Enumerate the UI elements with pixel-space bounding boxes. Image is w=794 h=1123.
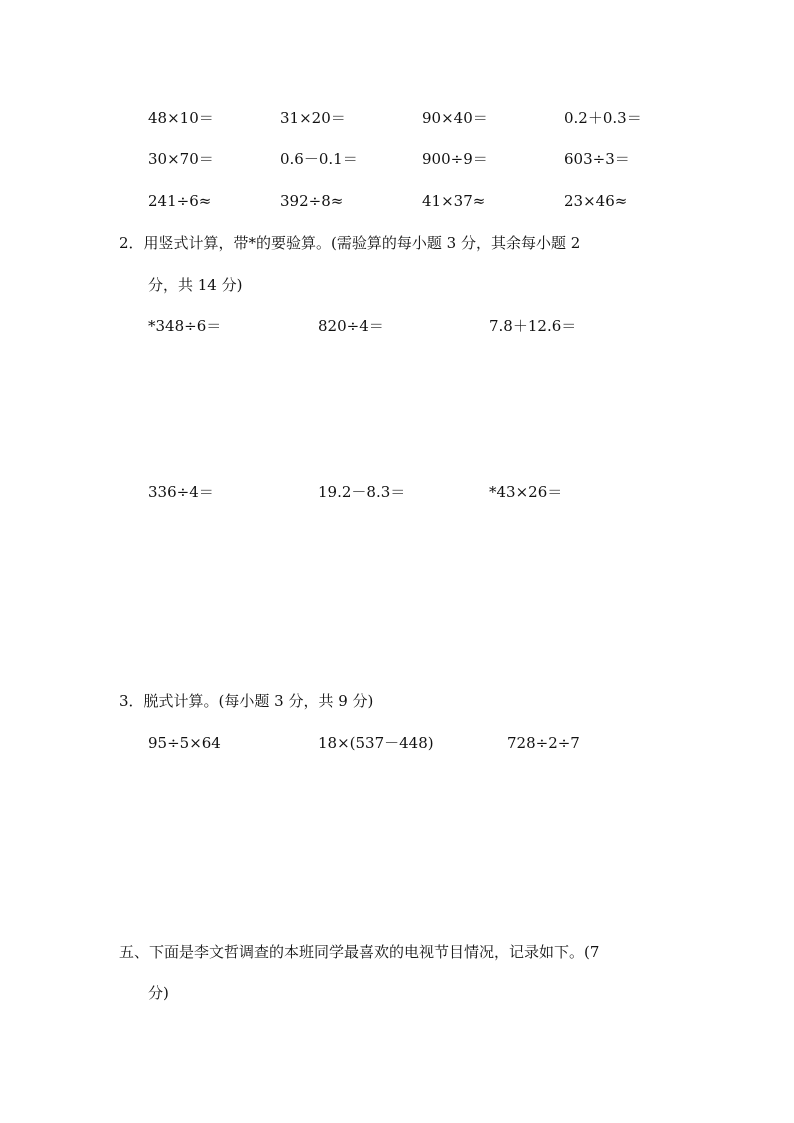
oral-calc-item: 23×46≈ [564, 192, 628, 210]
vertical-calc-item: 336÷4＝ [148, 483, 214, 501]
vertical-calc-item: 7.8＋12.6＝ [489, 317, 577, 335]
section-5-title: 五、下面是李文哲调查的本班同学最喜欢的电视节目情况，记录如下。(7 [119, 943, 600, 961]
oral-calc-item: 900÷9＝ [422, 150, 488, 168]
vertical-calc-item: 820÷4＝ [318, 317, 384, 335]
section-5-title-cont: 分) [148, 984, 169, 1002]
vertical-calc-item: *348÷6＝ [148, 317, 222, 335]
step-calc-item: 18×(537－448) [318, 734, 434, 752]
oral-calc-item: 30×70＝ [148, 150, 214, 168]
oral-calc-item: 0.6－0.1＝ [280, 150, 358, 168]
vertical-calc-item: 19.2－8.3＝ [318, 483, 406, 501]
oral-calc-item: 90×40＝ [422, 109, 488, 127]
question-3-title: 3．脱式计算。(每小题 3 分，共 9 分) [119, 692, 374, 710]
oral-calc-item: 603÷3＝ [564, 150, 630, 168]
question-2-title-cont: 分，共 14 分) [148, 276, 243, 294]
oral-calc-item: 31×20＝ [280, 109, 346, 127]
step-calc-item: 728÷2÷7 [507, 734, 580, 752]
oral-calc-item: 392÷8≈ [280, 192, 344, 210]
oral-calc-item: 241÷6≈ [148, 192, 212, 210]
oral-calc-item: 48×10＝ [148, 109, 214, 127]
vertical-calc-item: *43×26＝ [489, 483, 563, 501]
question-2-title: 2．用竖式计算，带*的要验算。(需验算的每小题 3 分，其余每小题 2 [119, 234, 581, 252]
oral-calc-item: 41×37≈ [422, 192, 486, 210]
oral-calc-item: 0.2＋0.3＝ [564, 109, 642, 127]
step-calc-item: 95÷5×64 [148, 734, 221, 752]
